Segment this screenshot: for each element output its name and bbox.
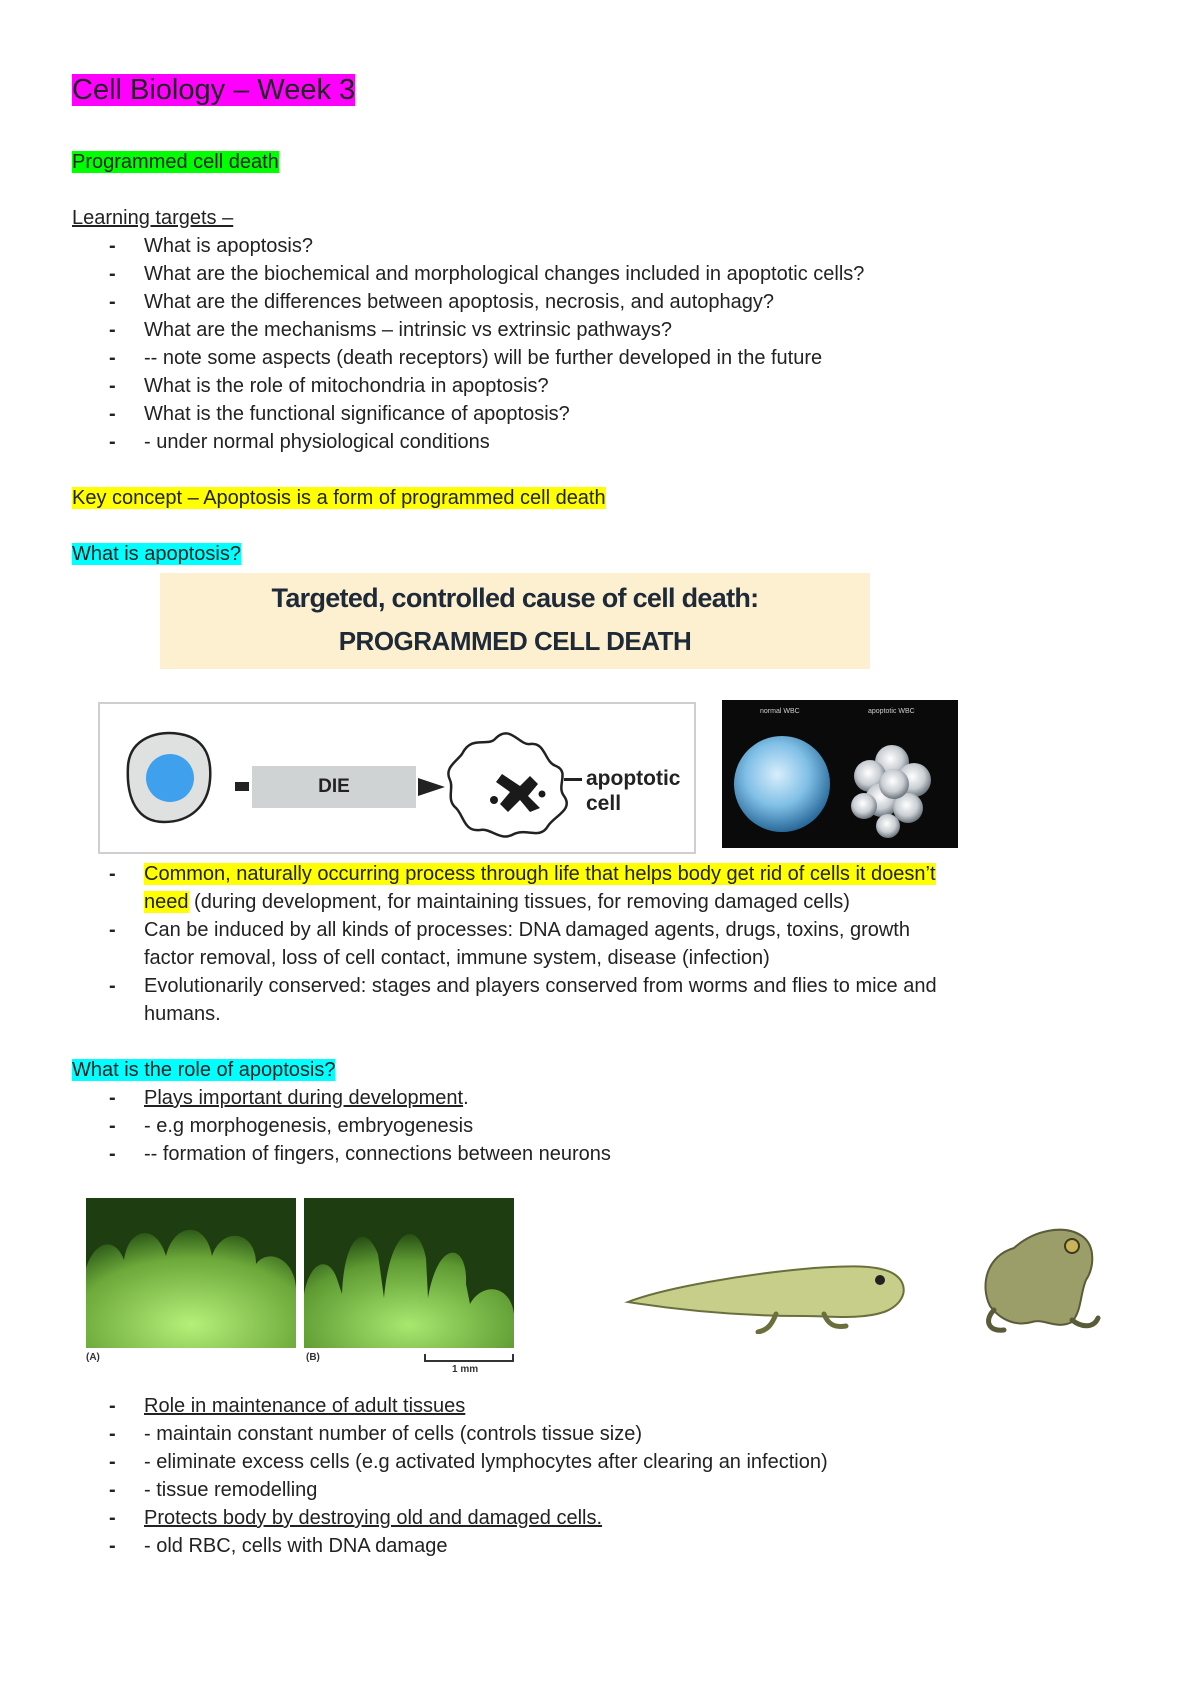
learning-targets-list: [72, 232, 864, 456]
list-item: - Role in maintenance of adult tissues: [109, 1395, 466, 1417]
normal-wbc-icon: [734, 736, 830, 832]
wbc-micrograph: [722, 700, 958, 848]
normal-wbc-label: normal WBC: [760, 708, 800, 715]
list-item: - Can be induced by all kinds of processes: DNA damaged agents, drugs, toxins, growth: [109, 919, 910, 941]
list-item: - - e.g morphogenesis, embryogenesis: [109, 1115, 474, 1137]
apoptosis-facts-list: [72, 860, 937, 1028]
list-item: - - tissue remodelling: [109, 1479, 318, 1501]
list-item-continuation: factor removal, loss of cell contact, immune system, disease (infection): [144, 947, 770, 969]
nucleus-icon: [146, 754, 194, 802]
limb-micrograph-a: [86, 1198, 296, 1348]
apoptotic-wbc-label: apoptotic WBC: [868, 708, 915, 715]
programmed-cell-death-banner: Targeted, controlled cause of cell death: PROGRAMMED CELL DEATH: [160, 573, 870, 669]
webbed-paw-icon: [86, 1230, 296, 1348]
list-item: - - maintain constant number of cells (controls tissue size): [109, 1423, 642, 1445]
list-item: - -- note some aspects (death receptors) will be further developed in the future: [109, 347, 823, 369]
list-item: - - old RBC, cells with DNA damage: [109, 1535, 448, 1557]
list-item: - Plays important during development.: [109, 1087, 469, 1109]
list-item: - What are the biochemical and morphological changes included in apoptotic cells?: [109, 263, 865, 285]
list-item: - - eliminate excess cells (e.g activated lymphocytes after clearing an infection): [109, 1451, 828, 1473]
list-item: - Protects body by destroying old and damaged cells.: [109, 1507, 603, 1529]
tadpole-icon: [628, 1266, 904, 1317]
section-heading: Programmed cell death: [72, 151, 279, 173]
what-is-apoptosis-heading: What is apoptosis?: [72, 543, 241, 565]
list-item: - What is the role of mitochondria in apoptosis?: [109, 375, 549, 397]
scale-bar: [424, 1354, 514, 1362]
apoptotic-label: apoptotic cell: [586, 767, 681, 815]
list-item: - Common, naturally occurring process through life that helps body get rid of cells it doesn’t: [109, 863, 936, 885]
key-concept: Key concept – Apoptosis is a form of programmed cell death: [72, 487, 606, 509]
role-of-apoptosis-heading: What is the role of apoptosis?: [72, 1059, 336, 1081]
frog-illustration: [974, 1210, 1104, 1336]
limb-micrograph-b: [304, 1198, 514, 1348]
list-item: - What is the functional significance of apoptosis?: [109, 403, 570, 425]
die-bar: DIE: [252, 766, 416, 808]
figure-label-a: (A): [86, 1352, 100, 1363]
list-item-continuation: need (during development, for maintaining tissues, for removing damaged cells): [144, 891, 850, 913]
tadpole-illustration: [624, 1238, 924, 1334]
development-role-list: [72, 1084, 611, 1168]
list-item: - -- formation of fingers, connections between neurons: [109, 1143, 611, 1165]
list-item: - - under normal physiological conditions: [109, 431, 490, 453]
frog-eye-icon: [1065, 1239, 1079, 1253]
tadpole-eye-icon: [875, 1275, 885, 1285]
apoptotic-wbc-icon: [851, 745, 931, 838]
adult-tissue-role-list: [72, 1392, 828, 1560]
list-item: - What are the differences between apoptosis, necrosis, and autophagy?: [109, 291, 775, 313]
arrow-head-icon: [418, 778, 445, 796]
list-item: - Evolutionarily conserved: stages and players conserved from worms and flies to mice and: [109, 975, 937, 997]
fragment-icon: [539, 791, 546, 798]
limb-a-drawing: [86, 1198, 296, 1348]
pointer-line: [564, 778, 582, 781]
list-item: - What is apoptosis?: [109, 235, 313, 257]
page-title: Cell Biology – Week 3: [72, 74, 356, 106]
list-item-continuation: humans.: [144, 1003, 221, 1025]
learning-targets-label: Learning targets –: [72, 207, 234, 229]
limb-b-drawing: [304, 1198, 514, 1348]
list-item: - What are the mechanisms – intrinsic vs extrinsic pathways?: [109, 319, 672, 341]
digit-paw-icon: [304, 1234, 514, 1348]
micrograph-drawing: [722, 700, 958, 848]
scale-bar-label: 1 mm: [452, 1364, 479, 1375]
fragment-icon: [490, 796, 498, 804]
arrow-tail-icon: [235, 782, 249, 791]
figure-label-b: (B): [306, 1352, 320, 1363]
cell-death-diagram: [98, 702, 696, 854]
